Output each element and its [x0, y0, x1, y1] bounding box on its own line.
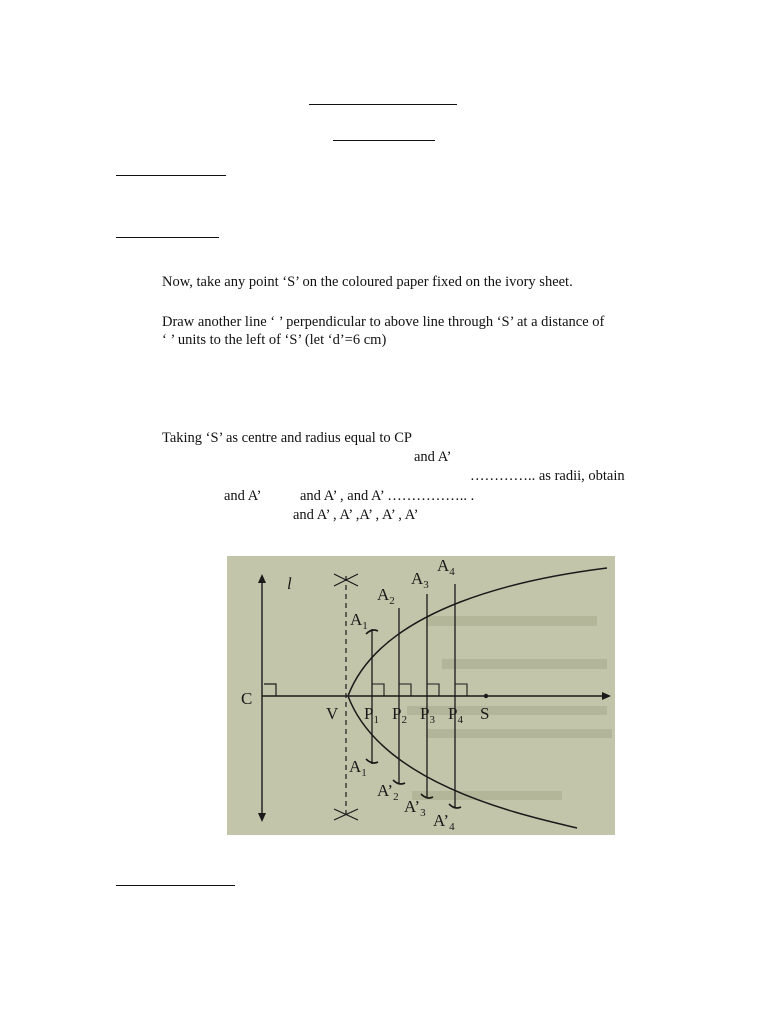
- label-A3-prime: $A’_3$: [404, 797, 426, 819]
- title-underline: [309, 104, 457, 105]
- label-A4-prime: $A’_4$: [433, 811, 455, 833]
- label-P1: $P_1$: [364, 704, 379, 726]
- label-A2-prime: $A’_2$: [377, 781, 399, 803]
- step-text-fragment-2: ………….. as radii, obtain: [470, 468, 625, 484]
- parabola-diagram: [227, 556, 615, 835]
- section-heading-underline-3: [116, 885, 235, 886]
- parabola-construction-figure: [227, 556, 615, 835]
- label-A3: $A_3$: [411, 569, 429, 591]
- label-A2: $A_2$: [377, 585, 395, 607]
- step-text-fragment-3a: and A’: [224, 488, 262, 504]
- label-P4: $P_4$: [448, 704, 463, 726]
- step-text-distance: ‘ ’ units to the left of ‘S’ (let ‘d’=6 cm): [162, 332, 387, 348]
- label-S: S: [480, 704, 490, 723]
- step-text-fragment-4: and A’ , A’ ,A’ , A’ , A’: [293, 507, 419, 523]
- label-A4: $A_4$: [437, 556, 455, 578]
- step-text-fragment-1: and A’: [414, 449, 452, 465]
- bleed-through-texture: [407, 616, 612, 800]
- step-text-taking-s: Taking ‘S’ as centre and radius equal to CP: [162, 430, 412, 446]
- right-angle-C: [264, 684, 276, 696]
- label-C: C: [241, 689, 253, 708]
- step-text-fragment-3b: and A’ , and A’ …………….. .: [300, 488, 475, 504]
- label-A1-prime: $A_1$: [349, 757, 367, 779]
- arc-mark-top: [334, 574, 358, 586]
- section-heading-underline-2: [116, 237, 219, 238]
- step-text-draw-line: Draw another line ‘ ’ perpendicular to above line through ‘S’ at a distance of: [162, 314, 605, 330]
- right-angle-P2: [399, 684, 411, 696]
- label-l: l: [287, 574, 292, 593]
- label-P3: $P_3$: [420, 704, 435, 726]
- label-A1: $A_1$: [350, 610, 368, 632]
- label-V: V: [326, 704, 339, 723]
- section-heading-underline-1: [116, 175, 226, 176]
- focus-point-S: [484, 694, 488, 698]
- subtitle-underline: [333, 140, 435, 141]
- right-angle-P4: [455, 684, 467, 696]
- right-angle-P3: [427, 684, 439, 696]
- right-angle-P1: [372, 684, 384, 696]
- step-text-take-point: Now, take any point ‘S’ on the coloured paper fixed on the ivory sheet.: [162, 274, 573, 290]
- label-P2: $P_2$: [392, 704, 407, 726]
